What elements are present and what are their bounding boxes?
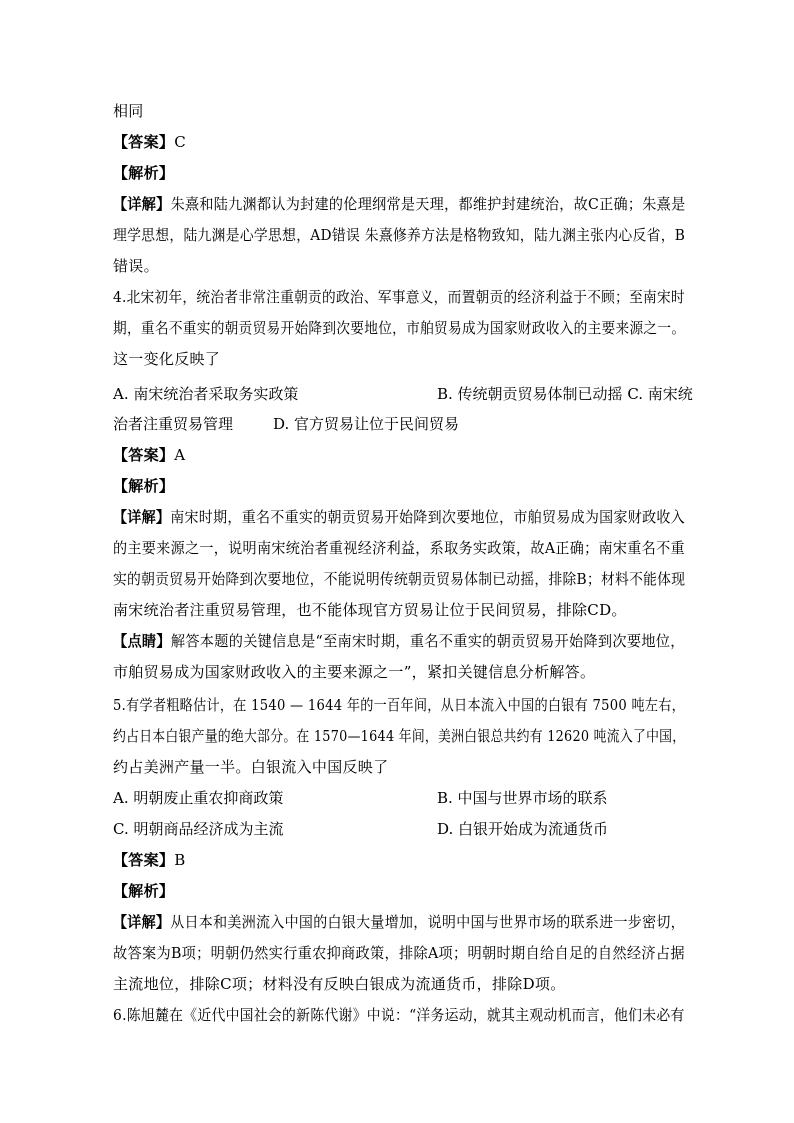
q4-option-c-cont: 治者注重贸易管理 <box>113 415 234 433</box>
q4-tip-line: 市舶贸易成为国家财政收入的主要来源之一”，紧扣关键信息分析解答。 <box>113 663 596 681</box>
q4-analysis-label: 【解析】 <box>113 477 175 495</box>
answer-value: A <box>174 446 186 464</box>
q5-option-c: C. 明朝商品经济成为主流 <box>113 820 284 838</box>
answer-label: 【答案】 <box>113 446 175 464</box>
answer-label: 【答案】 <box>113 851 175 869</box>
q5-option-a: A. 明朝废止重农抑商政策 <box>113 789 284 807</box>
q5-option-b: B. 中国与世界市场的联系 <box>437 789 608 807</box>
q3-detail-line <box>113 194 686 214</box>
q4-stem-line: 期，重名不重实的朝贡贸易开始降到次要地位，市舶贸易成为国家财政收入的主要来源之一。 <box>113 319 686 337</box>
detail-label: 【详解】 <box>113 913 171 931</box>
tip-label: 【点睛】 <box>113 632 171 650</box>
q3-detail-line: 错误。 <box>113 257 159 275</box>
q5-detail-line: 故答案为B项；明朝仍然实行重农抑商政策，排除A项；明朝时期自给自足的自然经济占据 <box>113 944 685 962</box>
q6-stem-line: 6.陈旭麓在《近代中国社会的新陈代谢》中说：“洋务运动，就其主观动机而言，他们未必有 <box>113 1006 685 1024</box>
answer-label: 【答案】 <box>113 133 175 151</box>
q4-detail-line <box>113 507 685 527</box>
q3-analysis-label: 【解析】 <box>113 164 175 182</box>
q3-detail-line: 理学思想，陆九渊是心学思想，AD错误 朱熹修养方法是格物致知，陆九渊主张内心反省，B <box>113 226 686 244</box>
q4-option-d: D. 官方贸易让位于民间贸易 <box>273 415 460 433</box>
q4-answer <box>113 445 685 465</box>
q3-answer <box>113 132 685 152</box>
q4-stem-line: 4.北宋初年，统治者非常注重朝贡的政治、军事意义，而置朝贡的经济利益于不顾；至南宋时 <box>113 288 685 306</box>
q4-tip-line <box>113 631 685 651</box>
q4-option-b-c: B. 传统朝贡贸易体制已动摇 C. 南宋统 <box>437 385 693 403</box>
q4-detail-line: 实的朝贡贸易开始降到次要地位，不能说明传统朝贡贸易体制已动摇，排除B；材料不能体现 <box>113 570 686 588</box>
q5-detail-line <box>113 912 685 932</box>
tip-text: 解答本题的关键信息是“至南宋时期，重名不重实的朝贡贸易开始降到次要地位， <box>170 632 685 650</box>
detail-label: 【详解】 <box>113 195 171 213</box>
q5-analysis-label: 【解析】 <box>113 882 175 900</box>
q5-stem-line: 约占日本白银产量的绝大部分。在 1570—1644 年间，美洲白银总共约有 12620 吨流入了中国， <box>113 727 686 745</box>
answer-value: C <box>174 133 186 151</box>
q4-option-a: A. 南宋统治者采取务实政策 <box>113 385 299 403</box>
q4-detail-line: 的主要来源之一，说明南宋统治者重视经济利益，系取务实政策，故A正确；南宋重名不重 <box>113 539 685 557</box>
q5-stem-line: 5.有学者粗略估计，在 1540 — 1644 年的一百年间，从日本流入中国的白银有 7500 吨左右， <box>113 696 686 714</box>
q5-option-d: D. 白银开始成为流通货币 <box>437 820 609 838</box>
q4-detail-line: 南宋统治者注重贸易管理，也不能体现官方贸易让位于民间贸易，排除CD。 <box>113 601 627 619</box>
q5-stem-line: 约占美洲产量一半。白银流入中国反映了 <box>113 758 389 776</box>
q4-stem-line: 这一变化反映了 <box>113 350 221 368</box>
q5-detail-line: 主流地位，排除C项；材料没有反映白银成为流通货币，排除D项。 <box>113 975 566 993</box>
answer-value: B <box>174 851 186 869</box>
detail-label: 【详解】 <box>113 508 171 526</box>
detail-text: 从日本和美洲流入中国的白银大量增加，说明中国与世界市场的联系进一步密切， <box>170 913 685 931</box>
detail-text: 南宋时期，重名不重实的朝贡贸易开始降到次要地位，市舶贸易成为国家财政收入 <box>170 508 685 526</box>
detail-text: 朱熹和陆九渊都认为封建的伦理纲常是天理，都维护封建统治，故C正确；朱熹是 <box>170 195 686 213</box>
q3-stem-tail: 相同 <box>113 102 144 120</box>
q5-answer <box>113 850 685 870</box>
